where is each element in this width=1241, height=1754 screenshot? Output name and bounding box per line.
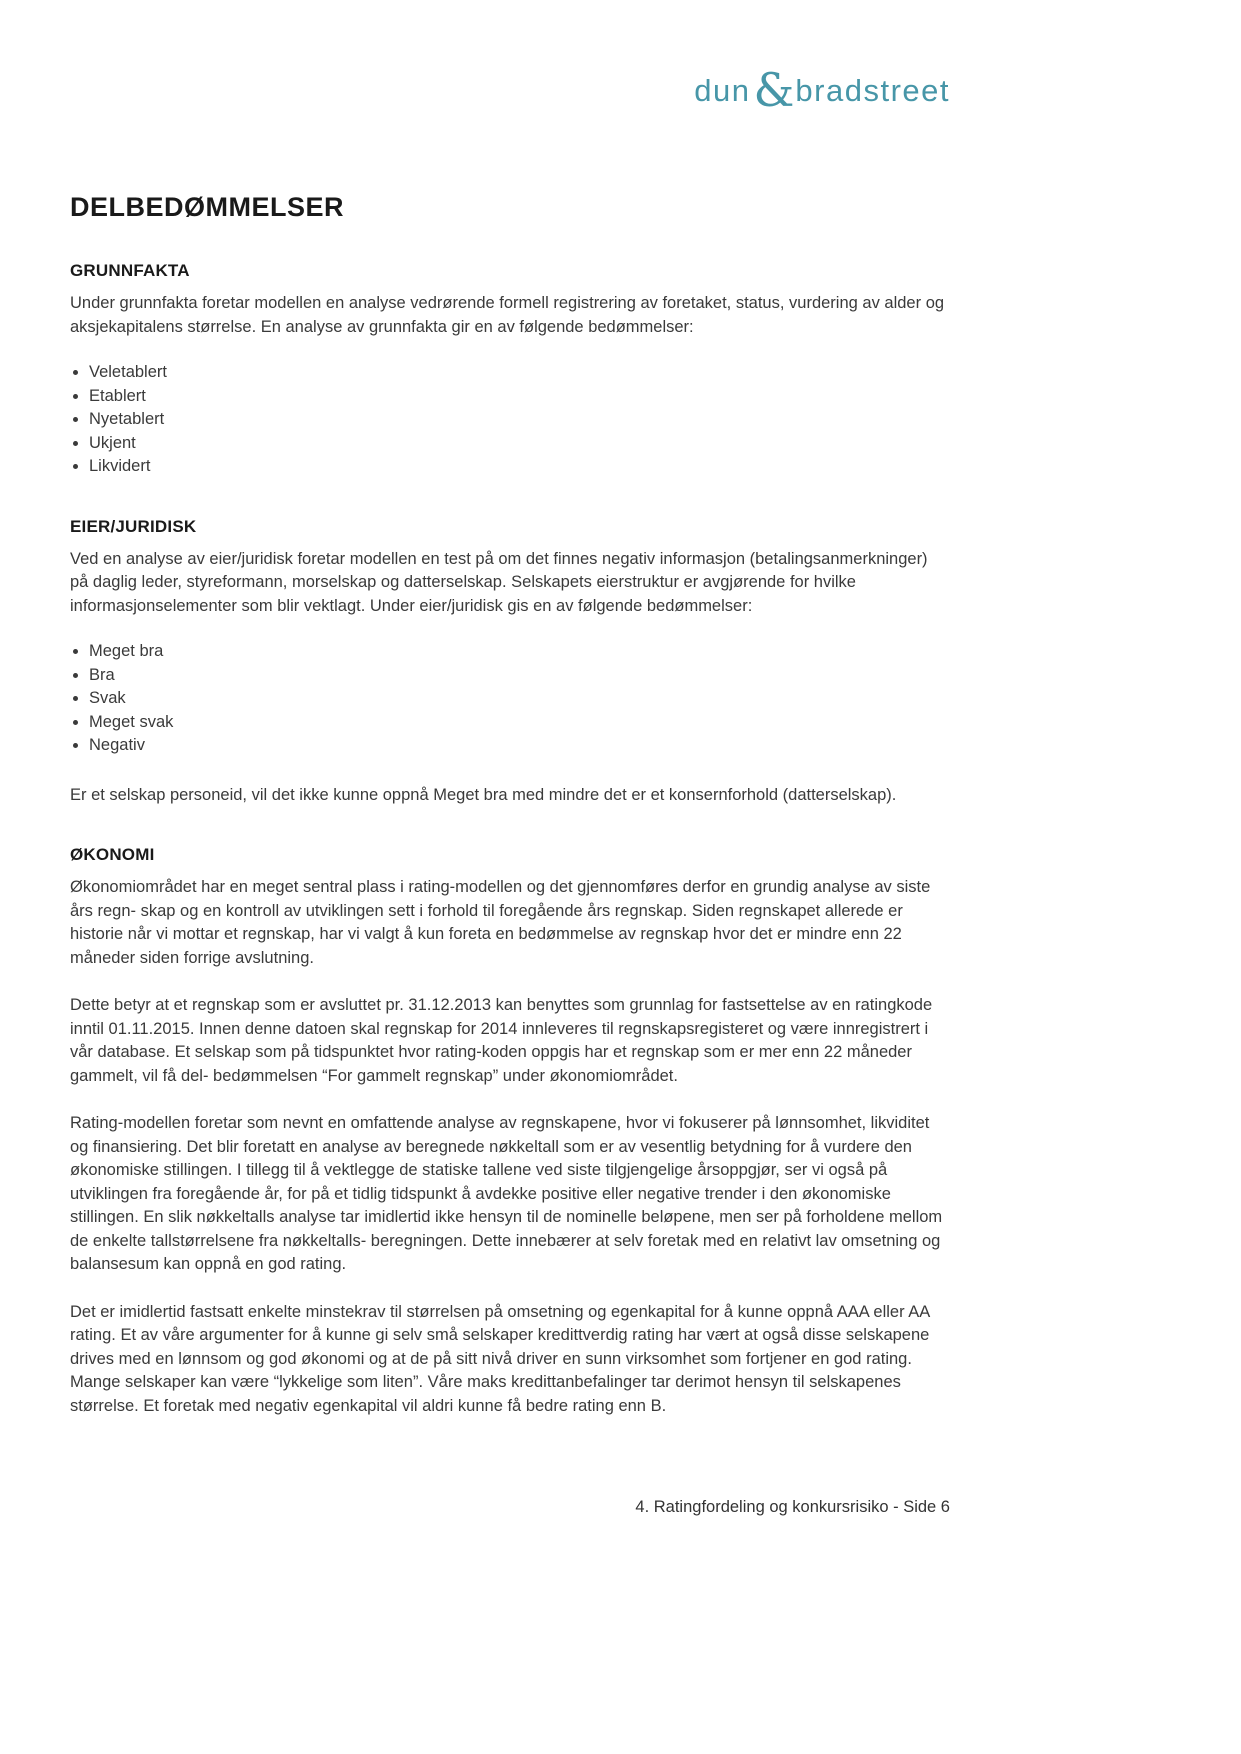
list-item: • Meget svak [89, 711, 950, 735]
paragraph: Ved en analyse av eier/juridisk foretar modellen en test på om det finnes negativ informasjon (betalingsanmerkninger) på daglig leder, styreformann, morselskap og datterselskap. Selskapets eierstruktur er avgjørende for hvilke informasjonselementer som blir vektlagt. Under eier/juridisk gis en av følgende bedømmelser: [70, 549, 928, 615]
grunnfakta-bullet-list [70, 361, 950, 479]
section-okonomi [70, 845, 950, 1418]
paragraph: Det er imidlertid fastsatt enkelte minstekrav til størrelsen på omsetning og egenkapital for å kunne oppnå AAA eller AA rating. Et av våre argumenter for å kunne gi selv små selskaper kredittverdig rating har vært at også disse selskapene drives med en lønnsom og god økonomi og at de på sitt nivå driver en sunn virksomhet som fortjener en god rating. Mange selskaper kan være “lykkelige som liten”. Våre maks kredittanbefalinger tar derimot hensyn til selskapenes størrelse. Et foretak med negativ egenkapital vil aldri kunne få bedre rating enn B. [70, 1302, 930, 1415]
paragraph-note: Er et selskap personeid, vil det ikke kunne oppnå Meget bra med mindre det er et konsernforhold (datterselskap). [70, 785, 897, 804]
page-content [70, 0, 950, 1418]
paragraph: Dette betyr at et regnskap som er avsluttet pr. 31.12.2013 kan benyttes som grunnlag for fastsettelse av en ratingkode inntil 01.11.2015. Innen denne datoen skal regnskap for 2014 innleveres til regnskapsregisteret og være innregistrert i vår database. Et selskap som på tidspunktet hvor rating-koden oppgis har et regnskap som er mer enn 22 måneder gammelt, vil få del- bedømmelsen “For gammelt regnskap” under økonomiområdet. [70, 996, 933, 1085]
page-footer: 4. Ratingfordeling og konkursrisiko - Side 6 [635, 1498, 950, 1516]
list-item: • Svak [89, 687, 950, 711]
list-item: • Ukjent [89, 432, 950, 456]
list-item: • Nyetablert [89, 408, 950, 432]
list-item: • Etablert [89, 385, 950, 409]
section-heading-eier-juridisk: EIER/JURIDISK [70, 516, 197, 536]
eier-juridisk-bullet-list [70, 640, 950, 758]
logo-word-dun: dun [694, 73, 751, 108]
page-title: DELBEDØMMELSER [70, 192, 345, 222]
paragraph: Økonomiområdet har en meget sentral plass i rating-modellen og det gjennomføres derfor en grundig analyse av siste års regn- skap og en kontroll av utviklingen sett i forhold til foregående års regnskap. Siden regnskapet allerede er historie når vi mottar et regnskap, har vi valgt å kun foreta en bedømmelse av regnskap hvor det er mindre enn 22 måneder siden forrige avslutning. [70, 878, 931, 967]
paragraph: Under grunnfakta foretar modellen en analyse vedrørende formell registrering av foretaket, status, vurdering av alder og aksjekapitalens størrelse. En analyse av grunnfakta gir en av følgende bedømmelser: [70, 294, 945, 336]
list-item: • Likvidert [89, 455, 950, 479]
list-item: • Veletablert [89, 361, 950, 385]
section-grunnfakta [70, 261, 950, 479]
list-item: • Negativ [89, 734, 950, 758]
logo-word-bradstreet: bradstreet [795, 73, 950, 108]
list-item: • Bra [89, 664, 950, 688]
logo-ampersand-icon: & [753, 63, 795, 117]
dun-bradstreet-logo [70, 62, 950, 117]
list-item: • Meget bra [89, 640, 950, 664]
paragraph: Rating-modellen foretar som nevnt en omfattende analyse av regnskapene, hvor vi fokuserer på lønnsomhet, likviditet og finansiering. Det blir foretatt en analyse av beregnede nøkkeltall som er av vesentlig betydning for å vurdere den økonomiske stillingen. I tillegg til å vektlegge de statiske tallene ved siste tilgjengelige årsoppgjør, ser vi også på utviklingen fra foregående år, for på et tidlig tidspunkt å avdekke positive eller negative trender i den økonomiske stillingen. En slik nøkkeltalls analyse tar imidlertid ikke hensyn til de nominelle beløpene, men ser på forholdene mellom de enkelte tallstørrelsene fra nøkkeltalls- beregningen. Dette innebærer at selv foretak med en relativt lav omsetning og balansesum kan oppnå en god rating. [70, 1114, 943, 1273]
section-heading-grunnfakta: GRUNNFAKTA [70, 261, 190, 280]
section-heading-okonomi: ØKONOMI [70, 845, 155, 864]
section-eier-juridisk [70, 517, 950, 808]
